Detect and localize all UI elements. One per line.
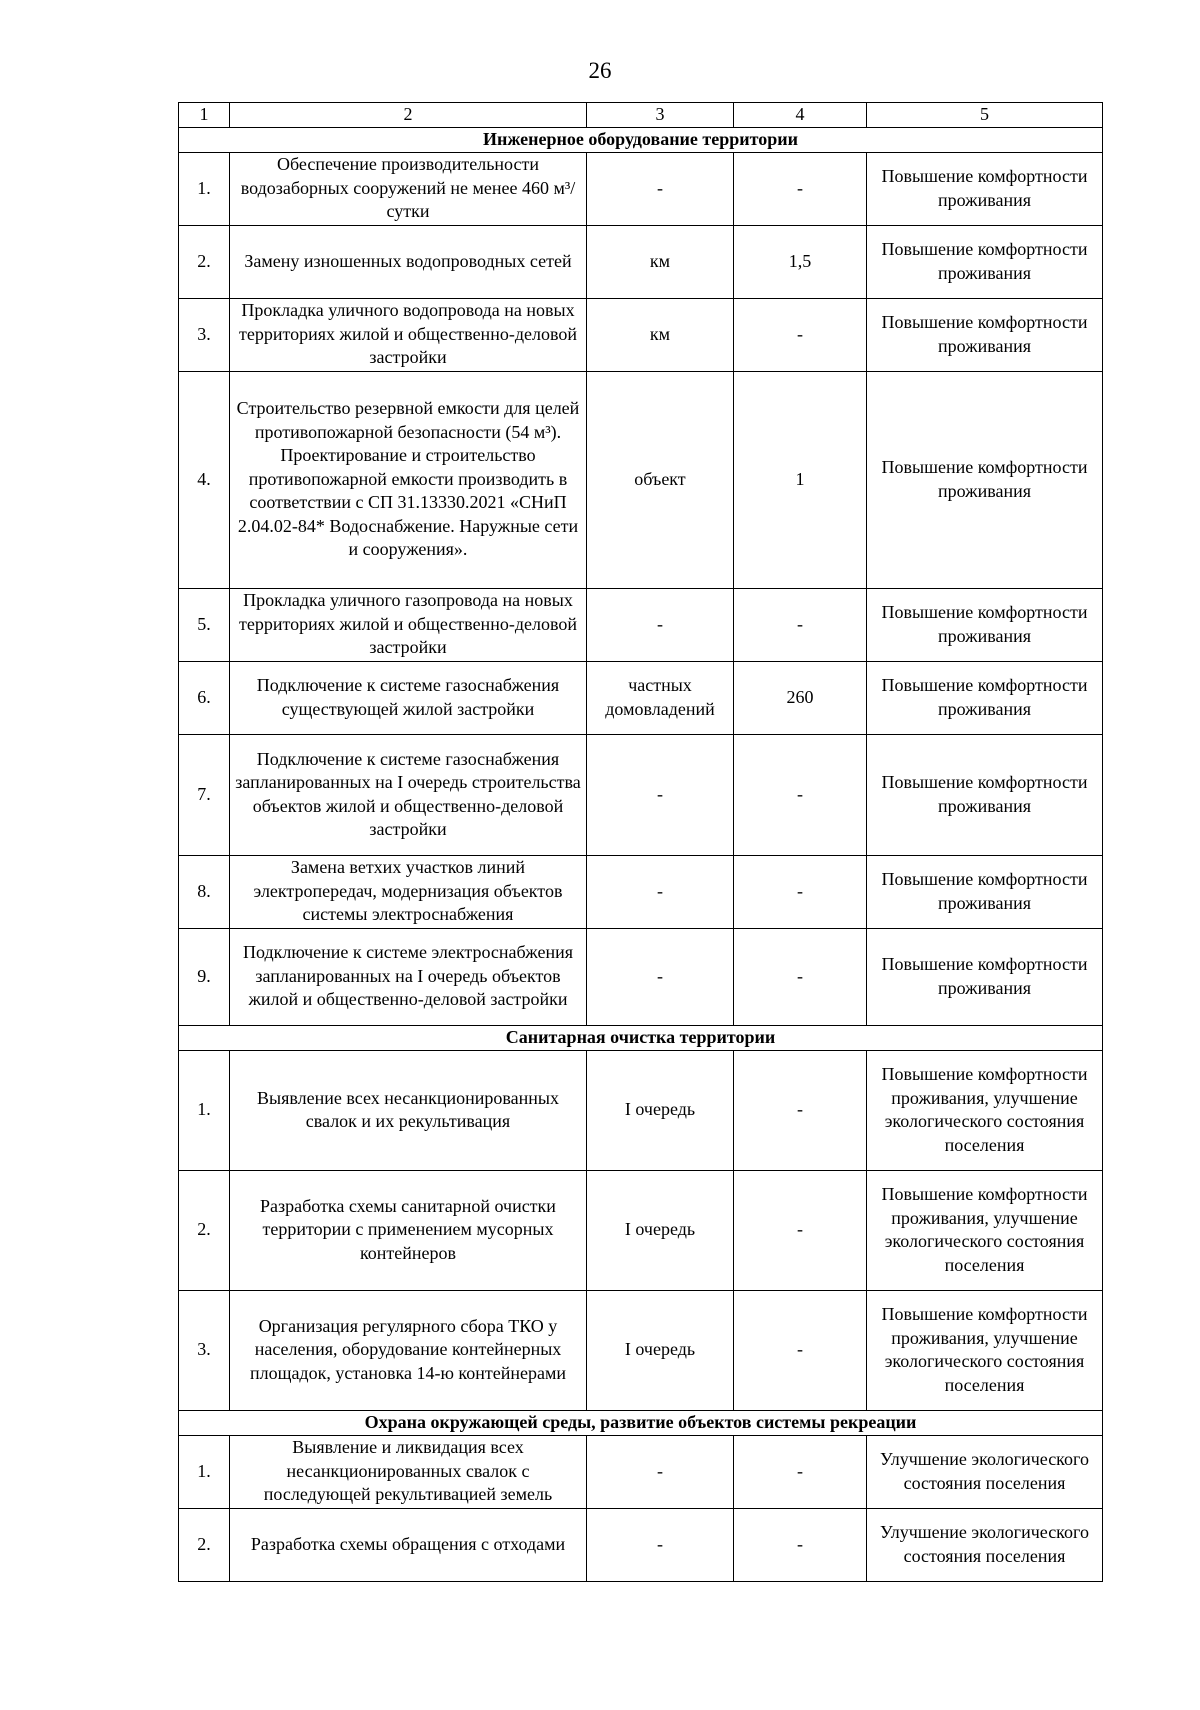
row-number-cell: 1. bbox=[179, 1435, 230, 1508]
quantity-cell: - bbox=[734, 298, 867, 371]
unit-cell: объект bbox=[587, 371, 734, 588]
section-header-row bbox=[179, 1025, 1103, 1050]
measure-description-cell: Обеспечение производительности водозаборных сооружений не менее 460 м³/сутки bbox=[230, 152, 587, 225]
quantity-cell: - bbox=[734, 855, 867, 928]
expected-effect-cell: Повышение комфортности проживания bbox=[867, 225, 1103, 298]
quantity-cell: - bbox=[734, 1508, 867, 1581]
row-number-cell: 7. bbox=[179, 734, 230, 855]
row-number-cell: 8. bbox=[179, 855, 230, 928]
column-number-cell: 4 bbox=[734, 103, 867, 128]
section-header-row bbox=[179, 1410, 1103, 1435]
measure-description-cell: Подключение к системе газоснабжения запланированных на I очередь строительства объектов жилой и общественно-деловой застройки bbox=[230, 734, 587, 855]
expected-effect-cell: Повышение комфортности проживания bbox=[867, 371, 1103, 588]
table-row bbox=[179, 734, 1103, 855]
expected-effect-cell: Повышение комфортности проживания bbox=[867, 855, 1103, 928]
quantity-cell: - bbox=[734, 588, 867, 661]
expected-effect-cell: Повышение комфортности проживания bbox=[867, 152, 1103, 225]
expected-effect-cell: Улучшение экологического состояния поселения bbox=[867, 1435, 1103, 1508]
quantity-cell: 260 bbox=[734, 661, 867, 734]
measure-description-cell: Разработка схемы санитарной очистки территории с применением мусорных контейнеров bbox=[230, 1170, 587, 1290]
column-number-cell: 5 bbox=[867, 103, 1103, 128]
section-title: Инженерное оборудование территории bbox=[179, 127, 1103, 152]
table-row bbox=[179, 661, 1103, 734]
measure-description-cell: Выявление и ликвидация всех несанкционированных свалок с последующей рекультивацией земель bbox=[230, 1435, 587, 1508]
table-row bbox=[179, 928, 1103, 1025]
unit-cell: - bbox=[587, 1435, 734, 1508]
measure-description-cell: Замена ветхих участков линий электропередач, модернизация объектов системы электроснабжения bbox=[230, 855, 587, 928]
row-number-cell: 1. bbox=[179, 1050, 230, 1170]
expected-effect-cell: Повышение комфортности проживания, улучшение экологического состояния поселения bbox=[867, 1170, 1103, 1290]
table-row bbox=[179, 588, 1103, 661]
unit-cell: - bbox=[587, 1508, 734, 1581]
unit-cell: I очередь bbox=[587, 1050, 734, 1170]
column-number-cell: 2 bbox=[230, 103, 587, 128]
section-title: Охрана окружающей среды, развитие объектов системы рекреации bbox=[179, 1410, 1103, 1435]
unit-cell: - bbox=[587, 928, 734, 1025]
expected-effect-cell: Повышение комфортности проживания bbox=[867, 298, 1103, 371]
table-row bbox=[179, 1435, 1103, 1508]
unit-cell: км bbox=[587, 225, 734, 298]
unit-cell: I очередь bbox=[587, 1170, 734, 1290]
unit-cell: км bbox=[587, 298, 734, 371]
row-number-cell: 6. bbox=[179, 661, 230, 734]
column-number-cell: 1 bbox=[179, 103, 230, 128]
measure-description-cell: Подключение к системе газоснабжения существующей жилой застройки bbox=[230, 661, 587, 734]
table-row bbox=[179, 1508, 1103, 1581]
unit-cell: I очередь bbox=[587, 1290, 734, 1410]
section-title: Санитарная очистка территории bbox=[179, 1025, 1103, 1050]
measures-table bbox=[178, 102, 1103, 1582]
table-row bbox=[179, 371, 1103, 588]
expected-effect-cell: Повышение комфортности проживания, улучшение экологического состояния поселения bbox=[867, 1050, 1103, 1170]
measure-description-cell: Замену изношенных водопроводных сетей bbox=[230, 225, 587, 298]
table-row bbox=[179, 1170, 1103, 1290]
quantity-cell: - bbox=[734, 928, 867, 1025]
expected-effect-cell: Повышение комфортности проживания bbox=[867, 588, 1103, 661]
row-number-cell: 9. bbox=[179, 928, 230, 1025]
row-number-cell: 4. bbox=[179, 371, 230, 588]
measure-description-cell: Разработка схемы обращения с отходами bbox=[230, 1508, 587, 1581]
table-row bbox=[179, 1050, 1103, 1170]
unit-cell: - bbox=[587, 855, 734, 928]
measure-description-cell: Прокладка уличного газопровода на новых территориях жилой и общественно-деловой застройки bbox=[230, 588, 587, 661]
expected-effect-cell: Повышение комфортности проживания bbox=[867, 661, 1103, 734]
quantity-cell: - bbox=[734, 1290, 867, 1410]
table-row bbox=[179, 152, 1103, 225]
quantity-cell: 1 bbox=[734, 371, 867, 588]
expected-effect-cell: Повышение комфортности проживания bbox=[867, 734, 1103, 855]
measure-description-cell: Подключение к системе электроснабжения запланированных на I очередь объектов жилой и общественно-деловой застройки bbox=[230, 928, 587, 1025]
column-number-row bbox=[179, 103, 1103, 128]
expected-effect-cell: Улучшение экологического состояния поселения bbox=[867, 1508, 1103, 1581]
quantity-cell: - bbox=[734, 734, 867, 855]
quantity-cell: - bbox=[734, 1050, 867, 1170]
row-number-cell: 1. bbox=[179, 152, 230, 225]
table-row bbox=[179, 1290, 1103, 1410]
unit-cell: - bbox=[587, 734, 734, 855]
unit-cell: частных домовладений bbox=[587, 661, 734, 734]
measure-description-cell: Прокладка уличного водопровода на новых территориях жилой и общественно-деловой застройки bbox=[230, 298, 587, 371]
measure-description-cell: Организация регулярного сбора ТКО у населения, оборудование контейнерных площадок, установка 14-ю контейнерами bbox=[230, 1290, 587, 1410]
quantity-cell: - bbox=[734, 152, 867, 225]
expected-effect-cell: Повышение комфортности проживания, улучшение экологического состояния поселения bbox=[867, 1290, 1103, 1410]
table-row bbox=[179, 298, 1103, 371]
expected-effect-cell: Повышение комфортности проживания bbox=[867, 928, 1103, 1025]
row-number-cell: 3. bbox=[179, 1290, 230, 1410]
unit-cell: - bbox=[587, 152, 734, 225]
row-number-cell: 2. bbox=[179, 225, 230, 298]
page-number: 26 bbox=[588, 58, 612, 83]
measure-description-cell: Строительство резервной емкости для целей противопожарной безопасности (54 м³). Проектирование и строительство противопожарной емкости производить в соответствии с СП 31.13330.2021 «СНиП 2.04.02-84* Водоснабжение. Наружные сети и сооружения». bbox=[230, 371, 587, 588]
quantity-cell: - bbox=[734, 1170, 867, 1290]
row-number-cell: 5. bbox=[179, 588, 230, 661]
table-row bbox=[179, 225, 1103, 298]
quantity-cell: - bbox=[734, 1435, 867, 1508]
measure-description-cell: Выявление всех несанкционированных свалок и их рекультивация bbox=[230, 1050, 587, 1170]
row-number-cell: 2. bbox=[179, 1170, 230, 1290]
column-number-cell: 3 bbox=[587, 103, 734, 128]
unit-cell: - bbox=[587, 588, 734, 661]
table-row bbox=[179, 855, 1103, 928]
row-number-cell: 3. bbox=[179, 298, 230, 371]
quantity-cell: 1,5 bbox=[734, 225, 867, 298]
section-header-row bbox=[179, 127, 1103, 152]
row-number-cell: 2. bbox=[179, 1508, 230, 1581]
